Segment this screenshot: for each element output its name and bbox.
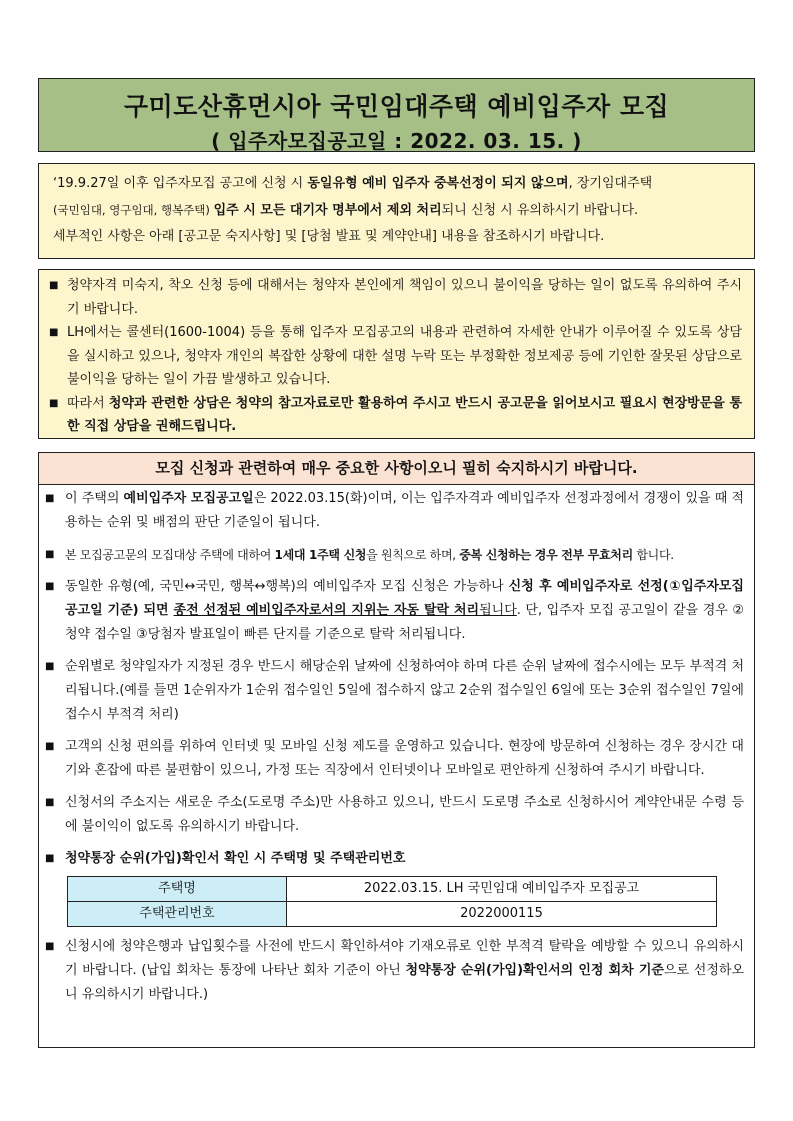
list-item xyxy=(45,543,744,567)
bullet-square-icon: ■ xyxy=(45,493,55,504)
table-label-cell: 주택명 xyxy=(68,877,287,902)
item-text xyxy=(65,575,744,647)
item-text xyxy=(65,935,744,1007)
duplicate-selection-notice xyxy=(38,163,755,259)
notice-emphasis: 동일유형 예비 입주자 중복선정이 되지 않으며 xyxy=(307,176,569,191)
bullet-square-icon: ■ xyxy=(49,327,59,338)
bullet-square-icon: ■ xyxy=(45,661,55,672)
item-text: 순위별로 청약일자가 지정된 경우 반드시 해당순위 날짜에 신청하여야 하며 다른 순위 날짜에 접수시에는 모두 부적격 처리됩니다.(예를 들면 1순위자가 1순위 접수일인 5일에 접수하지 않고 2순위 접수일인 6일에 또는 3순위 접수일인 7일에 접수시 부적격 처리) xyxy=(65,659,744,722)
bullet-square-icon: ■ xyxy=(45,549,55,560)
caution-text: 청약자격 미숙지, 착오 신청 등에 대해서는 청약자 본인에게 책임이 있으니 불이익을 당하는 일이 없도록 유의하여 주시기 바랍니다. xyxy=(67,278,742,317)
text: 신청시에 청약은행과 납입횟수를 사전에 반드시 확인하셔야 기재오류로 인한 부적격 탈락을 예방할 수 있으니 유의하시기 바랍니다. (납입 회차는 통장에 나타난 회차 기준이 아닌 xyxy=(65,939,744,978)
list-item xyxy=(45,791,744,839)
emphasis: 신청 후 예비입주자로 선정(①입주자모집 공고일 기준) 되면 xyxy=(65,579,744,618)
announcement-date: ( 입주자모집공고일 : 2022. 03. 15. ) xyxy=(211,129,582,153)
item-text: 신청서의 주소지는 새로운 주소(도로명 주소)만 사용하고 있으니, 반드시 도로명 주소로 신청하시어 계약안내문 수령 등에 불이익이 없도록 유의하시기 바랍니다. xyxy=(65,795,744,834)
bullet-square-icon: ■ xyxy=(45,853,55,864)
emphasis: 예비입주자 모집공고일 xyxy=(123,491,254,506)
table-row xyxy=(68,902,717,927)
table-value-cell: 2022000115 xyxy=(287,902,717,927)
text: 동일한 유형(예, 국민↔국민, 행복↔행복)의 예비입주자 모집 신청은 가능하나 xyxy=(65,579,509,594)
page-title: 구미도산휴먼시아 국민임대주택 예비입주자 모집 xyxy=(123,92,670,121)
text: 이 주택의 xyxy=(65,491,124,506)
list-item xyxy=(45,655,744,727)
caution-item xyxy=(49,274,742,321)
text: 으로 선정하오니 유의하시기 바랍니다.) xyxy=(65,963,745,1002)
notice-text: ‘19.9.27일 이후 입주자모집 공고에 신청 시 xyxy=(53,176,308,191)
text-underlined: 됩니다 xyxy=(479,603,517,618)
notice-text: , 장기임대주택 xyxy=(568,176,653,191)
emphasis: 1세대 1주택 신청 xyxy=(274,548,367,562)
text: 은 2022.03.15(화)이며, 이는 입주자격과 예비입주자 선정과정에서 경쟁이 있을 때 적용하는 순위 및 배점의 판단 기준일이 됩니다. xyxy=(65,491,744,530)
caution-text: LH에서는 콜센터(1600-1004) 등을 통해 입주자 모집공고의 내용과 관련하여 자세한 안내가 이루어질 수 있도록 상담을 실시하고 있으나, 청약자 개인의 복잡한 상황에 대한 설명 누락 또는 부정확한 정보제공 등에 기인한 잘못된 상담으로 불이익을 당하는 일이 가끔 발생하고 있습니다. xyxy=(67,325,742,387)
table-value-cell: 2022.03.15. LH 국민임대 예비입주자 모집공고 xyxy=(287,877,717,902)
item-text: 청약통장 순위(가입)확인서 확인 시 주택명 및 주택관리번호 xyxy=(65,851,406,866)
emphasis-underlined: 종전 선정된 예비입주자로서의 지위는 자동 탈락 처리 xyxy=(173,603,480,618)
notice-text: 되니 신청 시 유의하시기 바랍니다. xyxy=(441,203,639,218)
notice-text: (국민임대, 영구임대, 행복주택) xyxy=(53,203,214,217)
title-box xyxy=(38,78,755,152)
table-label-cell: 주택관리번호 xyxy=(68,902,287,927)
list-item xyxy=(45,487,744,535)
bullet-square-icon: ■ xyxy=(45,581,55,592)
caution-text xyxy=(67,392,742,439)
text: 을 원칙으로 하며, xyxy=(366,548,460,562)
text: 합니다. xyxy=(632,548,674,562)
bullet-square-icon: ■ xyxy=(45,741,55,752)
emphasis: 중복 신청하는 경우 전부 무효처리 xyxy=(459,548,633,562)
caution-emphasis: 청약과 관련한 상담은 청약의 참고자료로만 활용하여 주시고 반드시 공고문을 읽어보시고 필요시 현장방문을 통한 직접 상담을 권해드립니다. xyxy=(67,395,742,434)
important-items-box xyxy=(38,484,755,1048)
text: 본 모집공고문의 모집대상 주택에 대하여 xyxy=(65,548,275,562)
item-text: 고객의 신청 편의를 위하여 인터넷 및 모바일 신청 제도를 운영하고 있습니다. 현장에 방문하여 신청하는 경우 장시간 대기와 혼잡에 따른 불편함이 있으니, 가정 또는 직장에서 인터넷이나 모바일로 편안하게 신청하여 주시기 바랍니다. xyxy=(65,739,744,778)
item-text xyxy=(65,543,744,567)
caution-box xyxy=(38,269,755,439)
notice-line-2 xyxy=(53,197,742,224)
notice-emphasis: 입주 시 모든 대기자 명부에서 제외 처리 xyxy=(213,203,442,218)
section-header: 모집 신청과 관련하여 매우 중요한 사항이오니 필히 숙지하시기 바랍니다. xyxy=(38,452,755,485)
bullet-square-icon: ■ xyxy=(49,280,59,291)
caution-text-plain: 따라서 xyxy=(67,395,109,411)
list-item xyxy=(45,935,744,1007)
list-item xyxy=(45,847,744,871)
table-row xyxy=(68,877,717,902)
list-item xyxy=(45,575,744,647)
bullet-square-icon: ■ xyxy=(49,397,59,409)
notice-line-3: 세부적인 사항은 아래 [공고문 숙지사항] 및 [당첨 발표 및 계약안내] 내용을 참조하시기 바랍니다. xyxy=(53,229,605,244)
item-text xyxy=(65,487,744,535)
bullet-square-icon: ■ xyxy=(45,941,55,952)
list-item xyxy=(45,735,744,783)
emphasis: 청약통장 순위(가입)확인서의 인정 회차 기준 xyxy=(405,963,664,978)
caution-item xyxy=(49,321,742,392)
notice-line-1 xyxy=(53,171,742,197)
bullet-square-icon: ■ xyxy=(45,797,55,808)
caution-item xyxy=(49,392,742,439)
housing-info-table xyxy=(67,876,717,927)
text: . 단, 입주자 모집 공고일이 같을 경우 ②청약 접수일 ③당첨자 발표일이 빠른 단지를 기준으로 탈락 처리됩니다. xyxy=(65,603,744,642)
